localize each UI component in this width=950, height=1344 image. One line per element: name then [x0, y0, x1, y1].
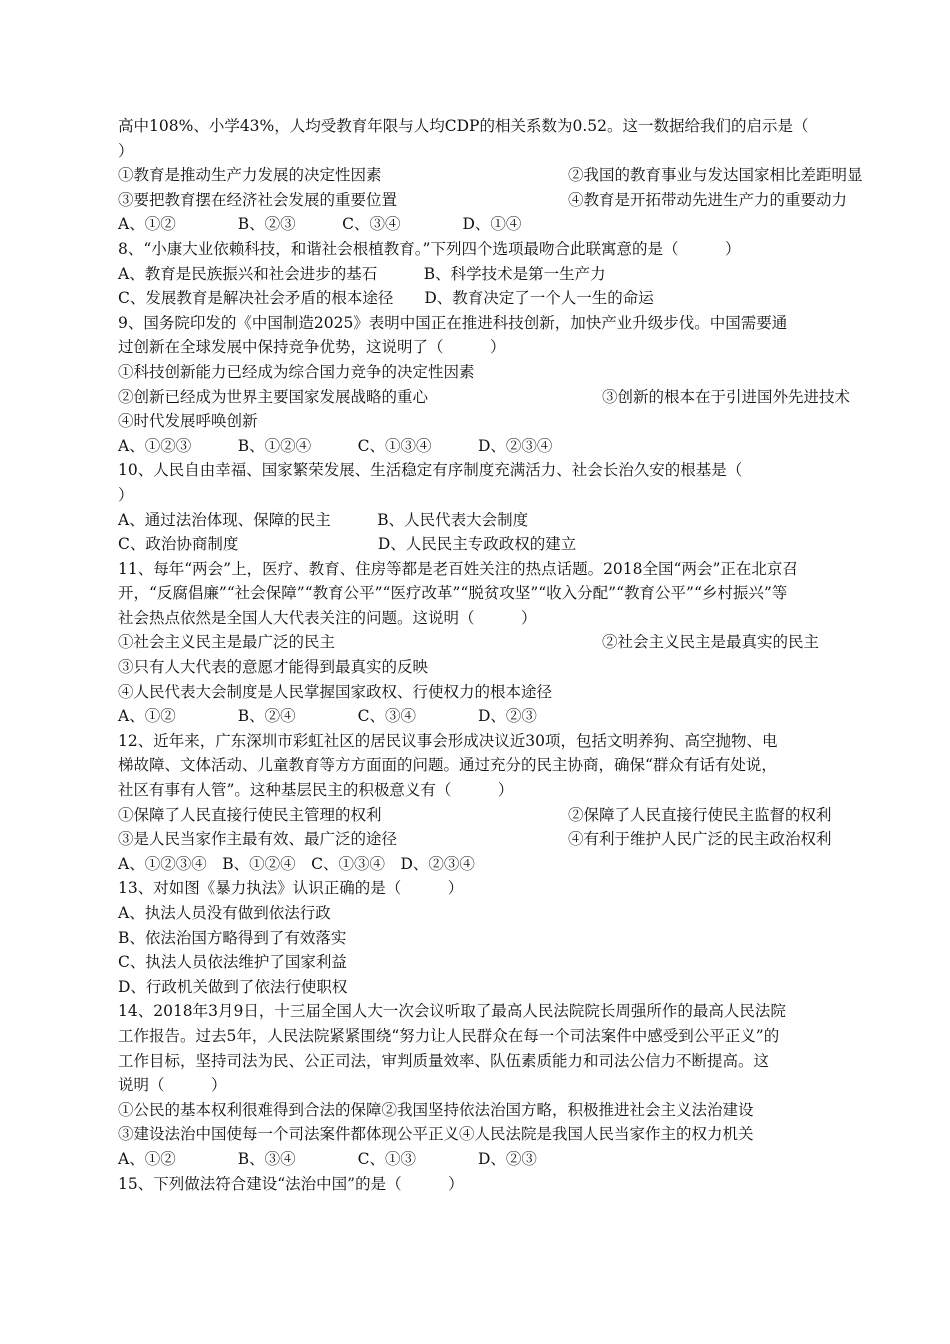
option-right: ④教育是开拓带动先进生产力的重要动力	[568, 190, 848, 209]
text-line: A、通过法治体现、保障的民主 B、人民代表大会制度	[118, 510, 529, 529]
text-line: 工作目标，坚持司法为民、公正司法，审判质量效率、队伍素质能力和司法公信力不断提高。这	[118, 1051, 770, 1070]
answer-choices: A、①② B、③④ C、①③ D、②③	[118, 1149, 537, 1168]
text-line: ）	[118, 485, 134, 504]
option-left: ③要把教育摆在经济社会发展的重要位置	[118, 190, 398, 209]
option-pair	[118, 385, 851, 410]
text-line: ④时代发展呼唤创新	[118, 412, 258, 431]
document-page	[118, 114, 863, 1196]
option-pair	[118, 163, 863, 188]
option-left: ①社会主义民主是最广泛的民主	[118, 633, 336, 652]
text-line: C、政治协商制度 D、人民民主专政政权的建立	[118, 535, 577, 554]
text-line: A、执法人员没有做到依法行政	[118, 904, 331, 922]
text-line: B、依法治国方略得到了有效落实	[118, 928, 347, 947]
answer-choices: A、①②③④ B、①②④ C、①③④ D、②③④	[118, 854, 475, 873]
text-line: D、行政机关做到了依法行使职权	[118, 977, 348, 996]
question-15: 15、下列做法符合建设“法治中国”的是（ ）	[118, 1174, 464, 1193]
question-10: 10、人民自由幸福、国家繁荣发展、生活稳定有序制度充满活力、社会长治久安的根基是（	[118, 461, 743, 480]
text-line: 说明（ ）	[118, 1076, 227, 1095]
option-right: ④有利于维护人民广泛的民主政治权利	[568, 830, 832, 849]
text-line: ④人民代表大会制度是人民掌握国家政权、行使权力的根本途径	[118, 682, 553, 701]
text-line: C、执法人员依法维护了国家利益	[118, 953, 347, 972]
option-left: ②创新已经成为世界主要国家发展战略的重心	[118, 387, 429, 406]
question-11: 11、每年“两会”上，医疗、教育、住房等都是老百姓关注的热点话题。2018全国“两会”正在北京召	[118, 559, 798, 578]
text-line: 开，“反腐倡廉”“社会保障”“教育公平”“医疗改革”“脱贫攻坚”“收入分配”“教育公平”“乡村振兴”等	[118, 584, 788, 603]
question-12: 12、近年来，广东深圳市彩虹社区的居民议事会形成决议近30项，包括文明养狗、高空抛物、电	[118, 731, 778, 750]
option-right: ②社会主义民主是最真实的民主	[602, 633, 820, 652]
option-pair	[118, 630, 838, 655]
text-line: 梯故障、文体活动、儿童教育等方方面面的问题。通过充分的民主协商，确保“群众有话有处说，	[118, 756, 777, 775]
option-right: ③创新的根本在于引进国外先进技术	[602, 387, 851, 406]
option-pair	[118, 827, 838, 852]
text-line: ③只有人大代表的意愿才能得到最真实的反映	[118, 658, 429, 677]
text-line: ①科技创新能力已经成为综合国力竞争的决定性因素	[118, 362, 475, 381]
answer-choices: A、①② B、②④ C、③④ D、②③	[118, 707, 537, 726]
text-line: ③建设法治中国使每一个司法案件都体现公平正义④人民法院是我国人民当家作主的权力机关	[118, 1125, 754, 1144]
option-right: ②我国的教育事业与发达国家相比差距明显	[568, 166, 863, 185]
text-line: C、发展教育是解决社会矛盾的根本途径 D、教育决定了一个人一生的命运	[118, 289, 654, 308]
option-pair	[118, 803, 838, 828]
question-8: 8、“小康大业依赖科技，和谐社会根植教育。”下列四个选项最吻合此联寓意的是（ ）	[118, 239, 741, 258]
text-line: 过创新在全球发展中保持竞争优势，这说明了（ ）	[118, 338, 506, 357]
option-left: ①保障了人民直接行使民主管理的权利	[118, 805, 382, 824]
question-9: 9、国务院印发的《中国制造2025》表明中国正在推进科技创新，加快产业升级步伐。中国需要通	[118, 313, 788, 332]
text-line: A、教育是民族振兴和社会进步的基石 B、科学技术是第一生产力	[118, 264, 606, 283]
question-13: 13、对如图《暴力执法》认识正确的是（ ）	[118, 879, 464, 898]
text-line: ①公民的基本权利很难得到合法的保障②我国坚持依法治国方略，积极推进社会主义法治建设	[118, 1100, 754, 1119]
option-left: ③是人民当家作主最有效、最广泛的途径	[118, 830, 398, 849]
text-line: 工作报告。过去5年，人民法院紧紧围绕“努力让人民群众在每一个司法案件中感受到公平正义”的	[118, 1026, 780, 1045]
answer-choices: A、①② B、②③ C、③④ D、①④	[118, 215, 522, 234]
option-left: ①教育是推动生产力发展的决定性因素	[118, 166, 382, 185]
text-line: ）	[118, 141, 134, 160]
text-line: 社区有事有人管”。这种基层民主的积极意义有（ ）	[118, 781, 514, 800]
option-right: ②保障了人民直接行使民主监督的权利	[568, 805, 832, 824]
option-pair	[118, 188, 848, 213]
answer-choices: A、①②③ B、①②④ C、①③④ D、②③④	[118, 436, 553, 455]
text-line: 高中108%、小学43%，人均受教育年限与人均CDP的相关系数为0.52。这一数据给我们的启示是（	[118, 117, 809, 135]
text-line: 社会热点依然是全国人大代表关注的问题。这说明（ ）	[118, 608, 537, 627]
question-14: 14、2018年3月9日，十三届全国人大一次会议听取了最高人民法院院长周强所作的最高人民法院	[118, 1002, 786, 1021]
